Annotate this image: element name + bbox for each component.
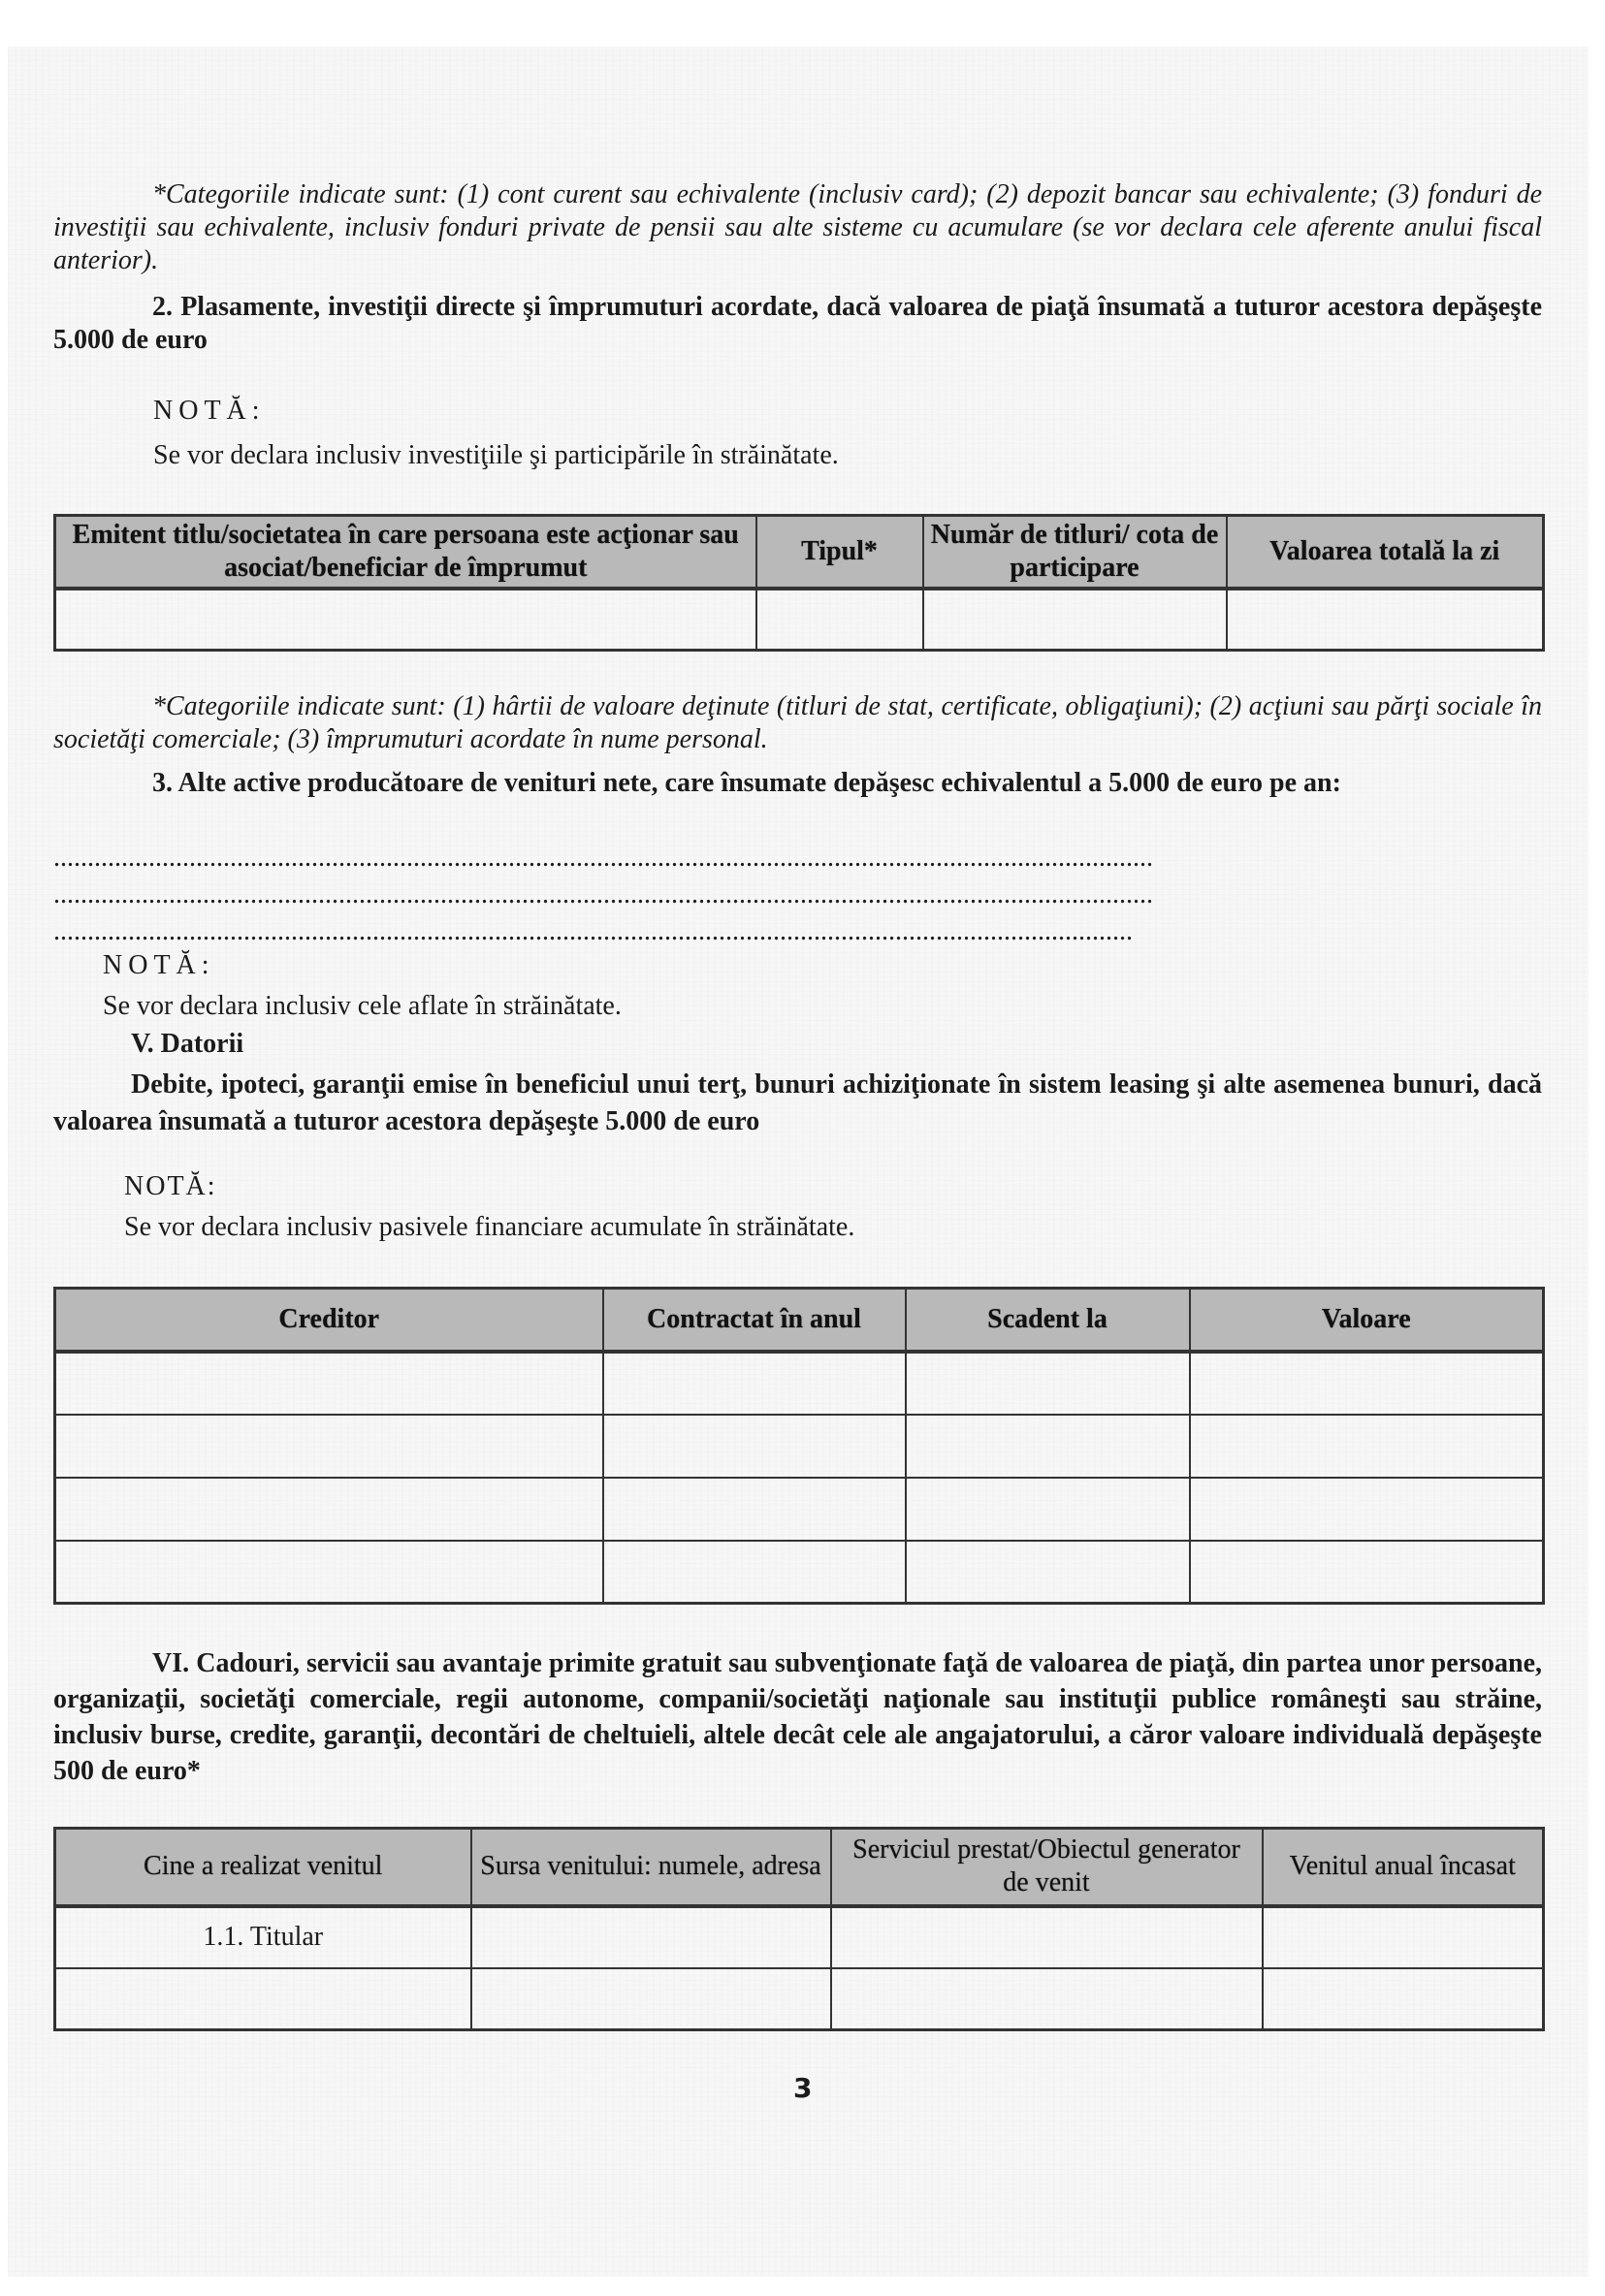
nota-text: Se vor declara inclusiv pasivele financiare acumulate în străinătate. xyxy=(124,1212,855,1242)
col-header-tipul: Tipul* xyxy=(756,516,923,589)
table-row xyxy=(55,1968,1544,2030)
table-row xyxy=(55,1541,1544,1604)
col-header-contractat: Contractat în anul xyxy=(603,1289,906,1352)
dotted-line[interactable]: ............................................................................................................................................................... xyxy=(53,916,1133,946)
nota-label: NOTĂ: xyxy=(103,950,215,980)
table-header-row xyxy=(55,1829,1544,1906)
section-v-title: V. Datorii xyxy=(131,1029,244,1059)
dotted-line[interactable]: .................................................................................................................................................................. xyxy=(53,879,1153,909)
col-header-serviciul-prestat: Serviciul prestat/Obiectul generator de venit xyxy=(831,1829,1263,1906)
table-row xyxy=(55,589,1544,651)
table-cell[interactable] xyxy=(1190,1415,1544,1478)
col-header-cine-a-realizat: Cine a realizat venitul xyxy=(55,1829,471,1906)
col-header-valoarea-totala: Valoarea totală la zi xyxy=(1227,516,1544,589)
table-row xyxy=(55,1352,1544,1415)
table-cell[interactable] xyxy=(1190,1541,1544,1604)
nota-label: NOTĂ: xyxy=(153,396,266,426)
col-header-numar-titluri: Număr de titluri/ cota de participare xyxy=(923,516,1227,589)
section-vi-heading: VI. Cadouri, servicii sau avantaje primite gratuit sau subvenţionate faţă de valoarea de piaţă, din partea unor persoane, organizaţii, societăţi comerciale, regii autonome, companii/societăţi naţionale sau instituţii publice româneşti sau străine, inclusiv burse, credite, garanţii, decontări de cheltuieli, altele decât cele ale angajatorului, a căror valoare individuală depăşeşte 500 de euro* xyxy=(53,1648,1542,1786)
col-header-scadent: Scadent la xyxy=(906,1289,1190,1352)
gifts-table xyxy=(53,1827,1545,2031)
page-number: 3 xyxy=(793,2072,813,2104)
table-cell[interactable] xyxy=(906,1541,1190,1604)
table-cell[interactable] xyxy=(831,1968,1263,2030)
nota-text: Se vor declara inclusiv investiţiile şi participările în străinătate. xyxy=(153,440,839,470)
table-cell[interactable] xyxy=(471,1906,831,1968)
table-cell[interactable] xyxy=(906,1478,1190,1541)
table-cell[interactable] xyxy=(756,589,923,651)
table-row xyxy=(55,1415,1544,1478)
table-row xyxy=(55,1906,1544,1968)
table-cell[interactable] xyxy=(1190,1352,1544,1415)
table-header-row xyxy=(55,1289,1544,1352)
table-cell[interactable] xyxy=(906,1415,1190,1478)
nota-text: Se vor declara inclusiv cele aflate în străinătate. xyxy=(103,991,622,1021)
section-3-heading: 3. Alte active producătoare de venituri nete, care însumate depăşesc echivalentul a 5.000 de euro pe an: xyxy=(152,768,1341,798)
table-cell[interactable] xyxy=(603,1478,906,1541)
table-cell[interactable] xyxy=(831,1906,1263,1968)
table-cell[interactable] xyxy=(1190,1478,1544,1541)
col-header-venitul-anual: Venitul anual încasat xyxy=(1263,1829,1544,1906)
placements-categories-footnote: *Categoriile indicate sunt: (1) hârtii de valoare deţinute (titluri de stat, certificate, obligaţiuni); (2) acţiuni sau părţi sociale în societăţi comerciale; (3) împrumuturi acordate în nume personal. xyxy=(53,691,1542,754)
table-cell[interactable] xyxy=(1263,1968,1544,2030)
table-cell[interactable] xyxy=(923,589,1227,651)
investments-categories-footnote: *Categoriile indicate sunt: (1) cont curent sau echivalente (inclusiv card); (2) depozit bancar sau echivalente; (3) fonduri de investiţii sau echivalente, inclusiv fonduri private de pensii sau alte sisteme cu acumulare (se vor declara cele aferente anului fiscal anterior). xyxy=(53,179,1542,275)
nota-label: NOTĂ: xyxy=(124,1171,217,1201)
investments-table xyxy=(53,514,1545,652)
table-cell[interactable] xyxy=(55,589,756,651)
table-header-row xyxy=(55,516,1544,589)
table-cell[interactable] xyxy=(55,1415,603,1478)
table-cell[interactable] xyxy=(603,1415,906,1478)
table-row xyxy=(55,1478,1544,1541)
table-cell[interactable] xyxy=(55,1478,603,1541)
table-cell[interactable] xyxy=(55,1541,603,1604)
table-cell[interactable] xyxy=(603,1541,906,1604)
col-header-valoare: Valoare xyxy=(1190,1289,1544,1352)
table-cell[interactable] xyxy=(471,1968,831,2030)
table-cell[interactable] xyxy=(1227,589,1544,651)
section-2-heading: 2. Plasamente, investiţii directe şi împrumuturi acordate, dacă valoarea de piaţă însumată a tuturor acestora depăşeşte 5.000 de euro xyxy=(53,292,1542,355)
dotted-line[interactable]: .................................................................................................................................................................. xyxy=(53,843,1153,873)
table-cell-titular: 1.1. Titular xyxy=(55,1906,471,1968)
table-cell[interactable] xyxy=(906,1352,1190,1415)
table-cell[interactable] xyxy=(603,1352,906,1415)
table-cell[interactable] xyxy=(1263,1906,1544,1968)
section-v-heading: Debite, ipoteci, garanţii emise în beneficiul unui terţ, bunuri achiziţionate în sistem leasing şi alte asemenea bunuri, dacă valoarea însumată a tuturor acestora depăşeşte 5.000 de euro xyxy=(53,1069,1542,1136)
col-header-emitent: Emitent titlu/societatea în care persoana este acţionar sau asociat/beneficiar de împrumut xyxy=(55,516,756,589)
debts-table xyxy=(53,1287,1545,1605)
table-cell[interactable] xyxy=(55,1352,603,1415)
col-header-creditor: Creditor xyxy=(55,1289,603,1352)
col-header-sursa-venitului: Sursa venitului: numele, adresa xyxy=(471,1829,831,1906)
table-cell[interactable] xyxy=(55,1968,471,2030)
